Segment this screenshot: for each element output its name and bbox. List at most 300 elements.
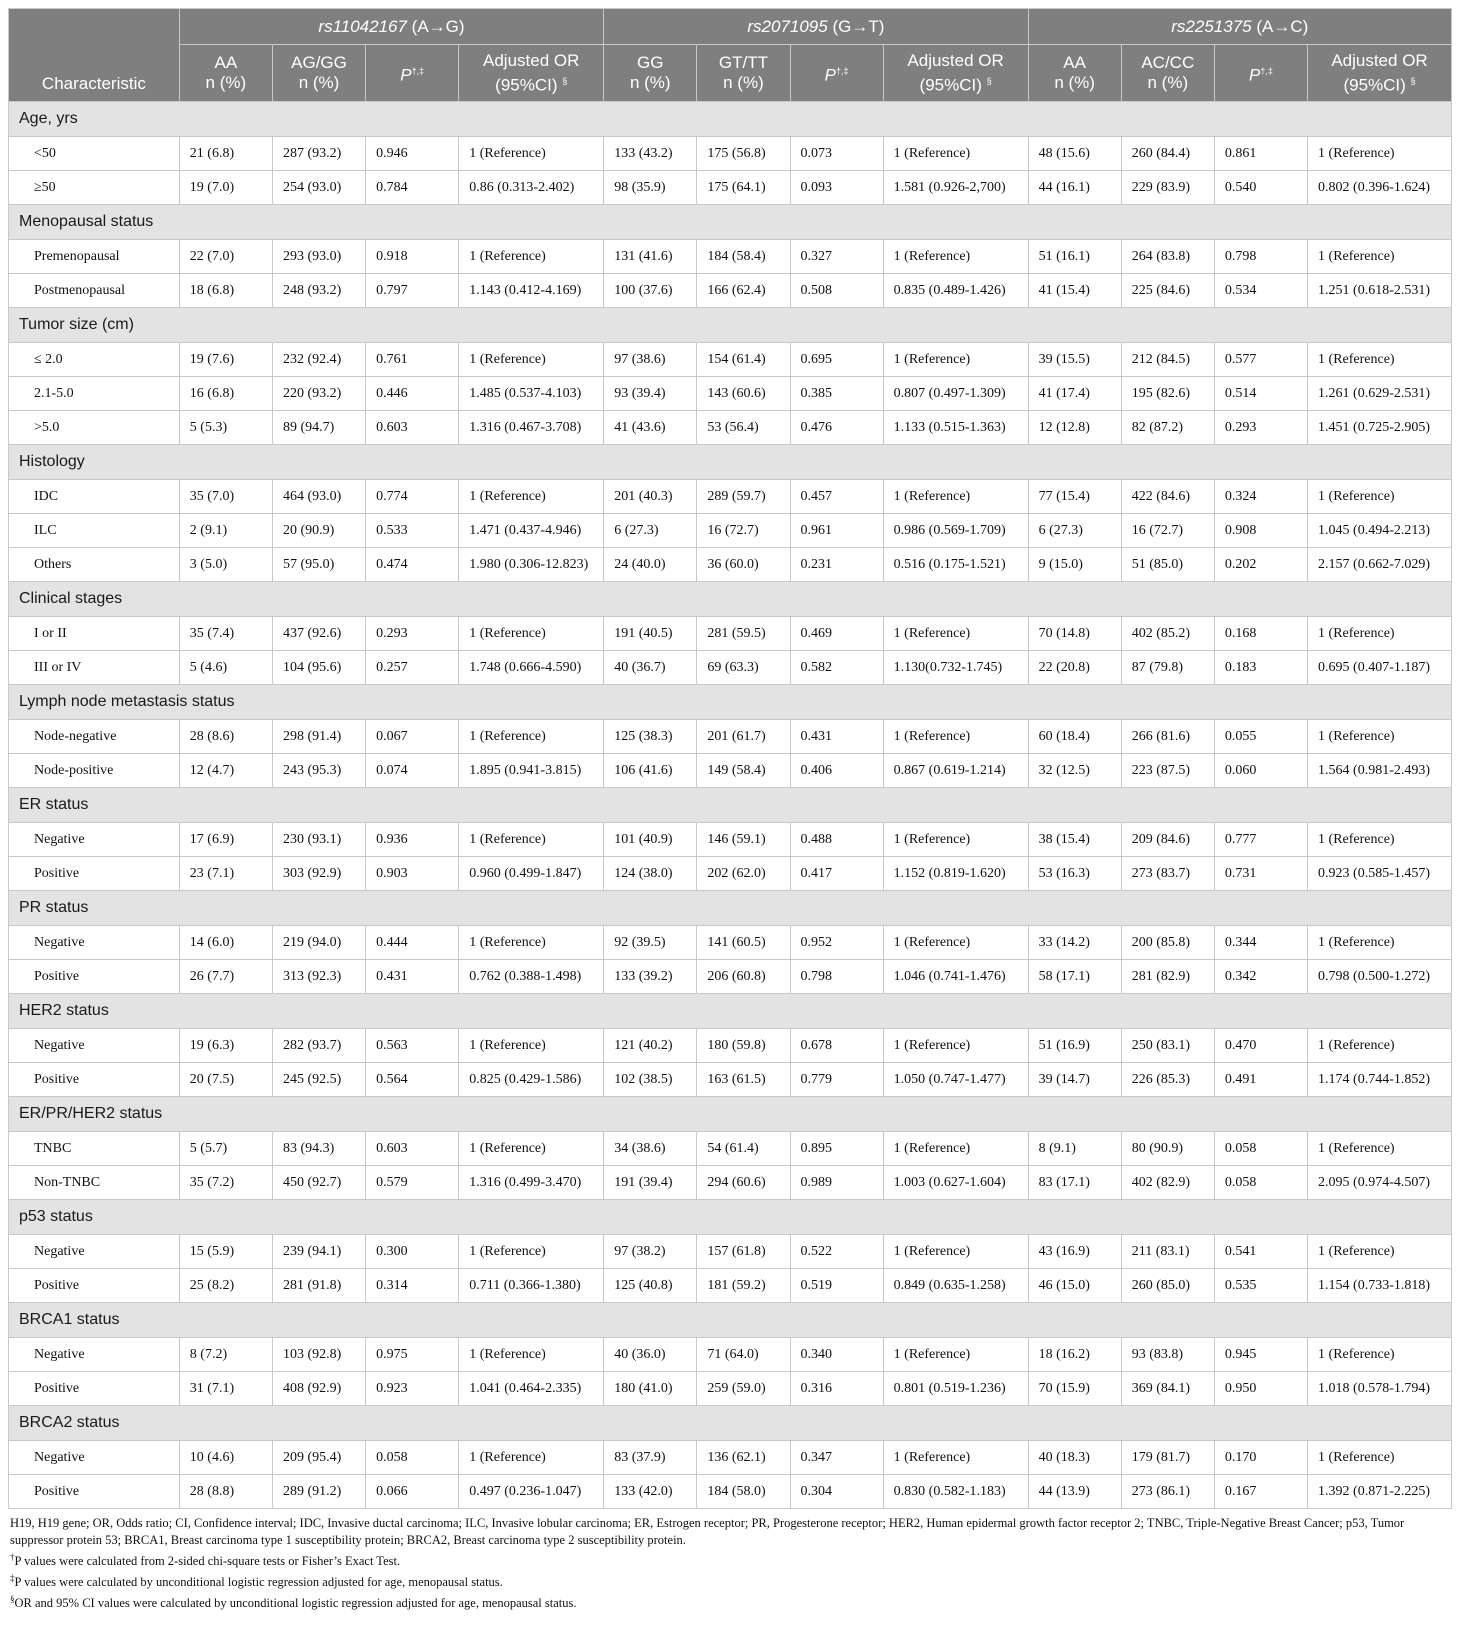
table-cell: 8 (7.2) xyxy=(179,1338,272,1372)
table-cell: 92 (39.5) xyxy=(604,926,697,960)
table-cell: 0.058 xyxy=(1214,1132,1307,1166)
table-cell: 18 (16.2) xyxy=(1028,1338,1121,1372)
table-cell: 1 (Reference) xyxy=(883,617,1028,651)
table-cell: 1 (Reference) xyxy=(459,1029,604,1063)
table-cell: 402 (85.2) xyxy=(1121,617,1214,651)
table-cell: 46 (15.0) xyxy=(1028,1269,1121,1303)
table-cell: 1 (Reference) xyxy=(459,720,604,754)
col-header-genotype-ref xyxy=(1028,45,1121,102)
table-cell: 0.603 xyxy=(366,411,459,445)
table-cell: 1 (Reference) xyxy=(883,137,1028,171)
table-cell: 133 (43.2) xyxy=(604,137,697,171)
section-title: Histology xyxy=(9,445,1452,480)
table-cell: 437 (92.6) xyxy=(272,617,365,651)
table-cell: 1 (Reference) xyxy=(883,823,1028,857)
table-cell: 1.152 (0.819-1.620) xyxy=(883,857,1028,891)
footnote-text: OR and 95% CI values were calculated by unconditional logistic regression adjusted for age, menopausal status. xyxy=(14,1596,577,1611)
table-cell: 250 (83.1) xyxy=(1121,1029,1214,1063)
table-cell: 1.130(0.732-1.745) xyxy=(883,651,1028,685)
table-cell: 133 (39.2) xyxy=(604,960,697,994)
table-cell: 100 (37.6) xyxy=(604,274,697,308)
table-cell: 1 (Reference) xyxy=(883,480,1028,514)
table-cell: 260 (84.4) xyxy=(1121,137,1214,171)
gene-id: rs2251375 xyxy=(1171,16,1252,36)
or-label: Adjusted OR xyxy=(483,50,580,70)
table-cell: 1 (Reference) xyxy=(459,1235,604,1269)
table-cell: 39 (15.5) xyxy=(1028,343,1121,377)
table-cell: 70 (14.8) xyxy=(1028,617,1121,651)
table-cell: 1.316 (0.467-3.708) xyxy=(459,411,604,445)
or-footnote-mark: § xyxy=(1410,75,1416,86)
table-cell: 0.474 xyxy=(366,548,459,582)
table-cell: 22 (7.0) xyxy=(179,240,272,274)
p-footnote-marks: †,‡ xyxy=(1260,65,1273,76)
row-label: ≤ 2.0 xyxy=(9,343,180,377)
table-cell: 0.779 xyxy=(790,1063,883,1097)
table-cell: 0.797 xyxy=(366,274,459,308)
table-cell: 41 (43.6) xyxy=(604,411,697,445)
table-cell: 22 (20.8) xyxy=(1028,651,1121,685)
table-row xyxy=(9,377,1452,411)
table-cell: 0.508 xyxy=(790,274,883,308)
section-header-row xyxy=(9,582,1452,617)
table-cell: 1.143 (0.412-4.169) xyxy=(459,274,604,308)
section-title: Menopausal status xyxy=(9,205,1452,240)
table-row xyxy=(9,617,1452,651)
row-label: Positive xyxy=(9,1269,180,1303)
table-cell: 0.801 (0.519-1.236) xyxy=(883,1372,1028,1406)
table-cell: 28 (8.8) xyxy=(179,1475,272,1509)
table-cell: 0.678 xyxy=(790,1029,883,1063)
table-cell: 0.522 xyxy=(790,1235,883,1269)
table-cell: 0.923 (0.585-1.457) xyxy=(1308,857,1452,891)
col-header-adjusted-or xyxy=(883,45,1028,102)
table-cell: 57 (95.0) xyxy=(272,548,365,582)
table-cell: 1.154 (0.733-1.818) xyxy=(1308,1269,1452,1303)
table-cell: 1 (Reference) xyxy=(1308,926,1452,960)
table-cell: 12 (4.7) xyxy=(179,754,272,788)
table-cell: 1.564 (0.981-2.493) xyxy=(1308,754,1452,788)
table-cell: 0.324 xyxy=(1214,480,1307,514)
table-cell: 1.261 (0.629-2.531) xyxy=(1308,377,1452,411)
table-cell: 83 (94.3) xyxy=(272,1132,365,1166)
table-cell: 287 (93.2) xyxy=(272,137,365,171)
table-cell: 1.581 (0.926-2,700) xyxy=(883,171,1028,205)
table-cell: 5 (5.3) xyxy=(179,411,272,445)
table-cell: 0.170 xyxy=(1214,1441,1307,1475)
table-cell: 281 (82.9) xyxy=(1121,960,1214,994)
table-row xyxy=(9,1063,1452,1097)
table-cell: 97 (38.2) xyxy=(604,1235,697,1269)
table-cell: 0.867 (0.619-1.214) xyxy=(883,754,1028,788)
table-cell: 226 (85.3) xyxy=(1121,1063,1214,1097)
table-cell: 10 (4.6) xyxy=(179,1441,272,1475)
table-cell: 103 (92.8) xyxy=(272,1338,365,1372)
ci-label: (95%CI) xyxy=(919,75,982,95)
table-cell: 212 (84.5) xyxy=(1121,343,1214,377)
table-cell: 0.093 xyxy=(790,171,883,205)
table-cell: 1.174 (0.744-1.852) xyxy=(1308,1063,1452,1097)
section-header-row xyxy=(9,891,1452,926)
section-header-row xyxy=(9,994,1452,1029)
table-cell: 20 (7.5) xyxy=(179,1063,272,1097)
table-cell: 0.535 xyxy=(1214,1269,1307,1303)
table-cell: 1 (Reference) xyxy=(883,1441,1028,1475)
genotype-label: AG/GG xyxy=(291,53,347,72)
section-header-row xyxy=(9,205,1452,240)
table-cell: 0.541 xyxy=(1214,1235,1307,1269)
table-cell: 133 (42.0) xyxy=(604,1475,697,1509)
table-cell: 0.385 xyxy=(790,377,883,411)
table-cell: 0.577 xyxy=(1214,343,1307,377)
table-cell: 5 (5.7) xyxy=(179,1132,272,1166)
table-cell: 131 (41.6) xyxy=(604,240,697,274)
table-row xyxy=(9,1475,1452,1509)
table-cell: 1 (Reference) xyxy=(883,1029,1028,1063)
table-cell: 136 (62.1) xyxy=(697,1441,790,1475)
table-cell: 33 (14.2) xyxy=(1028,926,1121,960)
row-label: III or IV xyxy=(9,651,180,685)
table-cell: 0.327 xyxy=(790,240,883,274)
table-cell: 146 (59.1) xyxy=(697,823,790,857)
table-cell: 1.251 (0.618-2.531) xyxy=(1308,274,1452,308)
table-cell: 1 (Reference) xyxy=(459,1441,604,1475)
table-cell: 180 (59.8) xyxy=(697,1029,790,1063)
footnote-dagger xyxy=(10,1549,1452,1570)
table-row xyxy=(9,240,1452,274)
table-row xyxy=(9,1372,1452,1406)
table-cell: 23 (7.1) xyxy=(179,857,272,891)
table-cell: 0.564 xyxy=(366,1063,459,1097)
table-cell: 60 (18.4) xyxy=(1028,720,1121,754)
table-cell: 16 (72.7) xyxy=(697,514,790,548)
table-cell: 179 (81.7) xyxy=(1121,1441,1214,1475)
characteristic-header xyxy=(9,9,180,102)
table-cell: 0.257 xyxy=(366,651,459,685)
table-cell: 83 (37.9) xyxy=(604,1441,697,1475)
table-cell: 0.945 xyxy=(1214,1338,1307,1372)
table-cell: 0.936 xyxy=(366,823,459,857)
count-label: n (%) xyxy=(205,73,247,92)
table-cell: 402 (82.9) xyxy=(1121,1166,1214,1200)
table-cell: 14 (6.0) xyxy=(179,926,272,960)
table-cell: 0.989 xyxy=(790,1166,883,1200)
table-cell: 0.774 xyxy=(366,480,459,514)
table-cell: 80 (90.9) xyxy=(1121,1132,1214,1166)
table-cell: 1 (Reference) xyxy=(459,137,604,171)
table-cell: 166 (62.4) xyxy=(697,274,790,308)
table-cell: 266 (81.6) xyxy=(1121,720,1214,754)
table-cell: 1.451 (0.725-2.905) xyxy=(1308,411,1452,445)
table-cell: 1 (Reference) xyxy=(1308,720,1452,754)
footnote-mark: § xyxy=(10,1594,15,1605)
table-row xyxy=(9,926,1452,960)
table-cell: 39 (14.7) xyxy=(1028,1063,1121,1097)
footnote-mark: ‡ xyxy=(10,1573,15,1584)
table-cell: 281 (91.8) xyxy=(272,1269,365,1303)
table-cell: 281 (59.5) xyxy=(697,617,790,651)
table-cell: 1 (Reference) xyxy=(459,240,604,274)
section-header-row xyxy=(9,1097,1452,1132)
table-row xyxy=(9,1235,1452,1269)
table-cell: 2 (9.1) xyxy=(179,514,272,548)
table-cell: 0.342 xyxy=(1214,960,1307,994)
table-cell: 0.830 (0.582-1.183) xyxy=(883,1475,1028,1509)
table-cell: 26 (7.7) xyxy=(179,960,272,994)
row-label: Non-TNBC xyxy=(9,1166,180,1200)
table-cell: 3 (5.0) xyxy=(179,548,272,582)
table-cell: 40 (36.7) xyxy=(604,651,697,685)
results-table xyxy=(8,8,1452,1509)
row-label: I or II xyxy=(9,617,180,651)
table-cell: 0.347 xyxy=(790,1441,883,1475)
table-cell: 51 (16.1) xyxy=(1028,240,1121,274)
section-header-row xyxy=(9,1303,1452,1338)
table-cell: 124 (38.0) xyxy=(604,857,697,891)
table-cell: 0.603 xyxy=(366,1132,459,1166)
table-cell: 0.563 xyxy=(366,1029,459,1063)
table-cell: 0.835 (0.489-1.426) xyxy=(883,274,1028,308)
table-row xyxy=(9,171,1452,205)
table-cell: 0.055 xyxy=(1214,720,1307,754)
count-label: n (%) xyxy=(1147,73,1189,92)
ci-label: (95%CI) xyxy=(495,75,558,95)
table-cell: 0.516 (0.175-1.521) xyxy=(883,548,1028,582)
group-header-rs2251375 xyxy=(1028,9,1451,45)
table-cell: 0.058 xyxy=(1214,1166,1307,1200)
table-cell: 209 (84.6) xyxy=(1121,823,1214,857)
table-row xyxy=(9,274,1452,308)
table-cell: 0.807 (0.497-1.309) xyxy=(883,377,1028,411)
table-cell: 77 (15.4) xyxy=(1028,480,1121,514)
table-cell: 230 (93.1) xyxy=(272,823,365,857)
table-cell: 0.231 xyxy=(790,548,883,582)
table-row xyxy=(9,720,1452,754)
table-cell: 1.046 (0.741-1.476) xyxy=(883,960,1028,994)
col-header-p-value xyxy=(790,45,883,102)
count-label: n (%) xyxy=(629,73,671,92)
table-cell: 157 (61.8) xyxy=(697,1235,790,1269)
table-cell: 93 (83.8) xyxy=(1121,1338,1214,1372)
table-row xyxy=(9,1269,1452,1303)
table-cell: 35 (7.4) xyxy=(179,617,272,651)
table-cell: 0.952 xyxy=(790,926,883,960)
table-cell: 0.923 xyxy=(366,1372,459,1406)
table-cell: 180 (41.0) xyxy=(604,1372,697,1406)
table-cell: 264 (83.8) xyxy=(1121,240,1214,274)
table-cell: 181 (59.2) xyxy=(697,1269,790,1303)
genotype-label: AC/CC xyxy=(1141,53,1195,72)
table-cell: 0.417 xyxy=(790,857,883,891)
table-cell: 289 (59.7) xyxy=(697,480,790,514)
table-cell: 0.340 xyxy=(790,1338,883,1372)
table-cell: 53 (56.4) xyxy=(697,411,790,445)
footnote-text: P values were calculated by unconditional logistic regression adjusted for age, menopausal status. xyxy=(14,1575,503,1590)
table-cell: 0.762 (0.388-1.498) xyxy=(459,960,604,994)
or-footnote-mark: § xyxy=(986,75,992,86)
table-cell: 1 (Reference) xyxy=(459,1338,604,1372)
row-label: Node-positive xyxy=(9,754,180,788)
table-cell: 121 (40.2) xyxy=(604,1029,697,1063)
table-cell: 1.392 (0.871-2.225) xyxy=(1308,1475,1452,1509)
table-cell: 35 (7.2) xyxy=(179,1166,272,1200)
table-footnotes xyxy=(8,1515,1452,1612)
table-cell: 58 (17.1) xyxy=(1028,960,1121,994)
table-cell: 0.344 xyxy=(1214,926,1307,960)
table-cell: 201 (61.7) xyxy=(697,720,790,754)
genotype-label: GG xyxy=(637,53,664,72)
table-cell: 0.798 xyxy=(790,960,883,994)
col-header-genotype-ref xyxy=(179,45,272,102)
table-cell: 202 (62.0) xyxy=(697,857,790,891)
section-title: ER/PR/HER2 status xyxy=(9,1097,1452,1132)
table-cell: 0.073 xyxy=(790,137,883,171)
table-cell: 20 (90.9) xyxy=(272,514,365,548)
count-label: n (%) xyxy=(723,73,764,92)
table-cell: 282 (93.7) xyxy=(272,1029,365,1063)
table-cell: 16 (72.7) xyxy=(1121,514,1214,548)
table-cell: 0.514 xyxy=(1214,377,1307,411)
or-label: Adjusted OR xyxy=(907,50,1004,70)
table-cell: 1 (Reference) xyxy=(459,617,604,651)
table-cell: 219 (94.0) xyxy=(272,926,365,960)
table-cell: 206 (60.8) xyxy=(697,960,790,994)
table-cell: 0.183 xyxy=(1214,651,1307,685)
row-label: Negative xyxy=(9,1235,180,1269)
table-row xyxy=(9,651,1452,685)
table-cell: 1.133 (0.515-1.363) xyxy=(883,411,1028,445)
count-label: n (%) xyxy=(1054,73,1095,92)
table-cell: 1 (Reference) xyxy=(459,343,604,377)
table-cell: 0.058 xyxy=(366,1441,459,1475)
gene-id: rs2071095 xyxy=(747,16,828,36)
table-figure xyxy=(8,8,1452,1612)
footnote-double-dagger xyxy=(10,1570,1452,1591)
p-footnote-marks: †,‡ xyxy=(835,65,849,76)
col-header-adjusted-or xyxy=(1308,45,1452,102)
table-cell: 0.304 xyxy=(790,1475,883,1509)
table-cell: 259 (59.0) xyxy=(697,1372,790,1406)
table-cell: 184 (58.0) xyxy=(697,1475,790,1509)
group-header-rs2071095 xyxy=(604,9,1028,45)
table-cell: 40 (18.3) xyxy=(1028,1441,1121,1475)
table-cell: 2.157 (0.662-7.029) xyxy=(1308,548,1452,582)
row-label: >5.0 xyxy=(9,411,180,445)
footnote-abbreviations: H19, H19 gene; OR, Odds ratio; CI, Confidence interval; IDC, Invasive ductal carcinoma; ILC, Invasive lobular carcinoma; ER, Estrogen receptor; PR, Progesterone receptor; HER2, Human epidermal growth factor receptor 2; TNBC, Triple-Negative Breast Cancer; p53, Tumor suppressor protein 53; BRCA1, Breast carcinoma type 1 susceptibility protein; BRCA2, Breast carcinoma type 2 susceptibility protein. xyxy=(10,1516,1405,1547)
table-row xyxy=(9,1029,1452,1063)
table-cell: 1 (Reference) xyxy=(883,720,1028,754)
section-header-row xyxy=(9,445,1452,480)
table-cell: 2.095 (0.974-4.507) xyxy=(1308,1166,1452,1200)
table-cell: 1.018 (0.578-1.794) xyxy=(1308,1372,1452,1406)
table-cell: 0.406 xyxy=(790,754,883,788)
table-cell: 464 (93.0) xyxy=(272,480,365,514)
row-label: IDC xyxy=(9,480,180,514)
table-cell: 0.446 xyxy=(366,377,459,411)
table-cell: 175 (64.1) xyxy=(697,171,790,205)
table-cell: 93 (39.4) xyxy=(604,377,697,411)
table-cell: 0.519 xyxy=(790,1269,883,1303)
or-label: Adjusted OR xyxy=(1331,50,1428,70)
table-cell: 0.457 xyxy=(790,480,883,514)
row-label: Postmenopausal xyxy=(9,274,180,308)
section-header-row xyxy=(9,1200,1452,1235)
table-cell: 0.849 (0.635-1.258) xyxy=(883,1269,1028,1303)
table-cell: 1 (Reference) xyxy=(1308,137,1452,171)
table-cell: 1 (Reference) xyxy=(1308,617,1452,651)
table-cell: 0.895 xyxy=(790,1132,883,1166)
table-cell: 1.471 (0.437-4.946) xyxy=(459,514,604,548)
row-label: <50 xyxy=(9,137,180,171)
table-cell: 0.431 xyxy=(790,720,883,754)
table-cell: 0.067 xyxy=(366,720,459,754)
table-cell: 6 (27.3) xyxy=(604,514,697,548)
table-cell: 293 (93.0) xyxy=(272,240,365,274)
table-cell: 0.582 xyxy=(790,651,883,685)
section-title: ER status xyxy=(9,788,1452,823)
group-header-rs11042167 xyxy=(179,9,603,45)
table-cell: 313 (92.3) xyxy=(272,960,365,994)
table-cell: 1.050 (0.747-1.477) xyxy=(883,1063,1028,1097)
table-cell: 422 (84.6) xyxy=(1121,480,1214,514)
table-cell: 298 (91.4) xyxy=(272,720,365,754)
table-cell: 209 (95.4) xyxy=(272,1441,365,1475)
table-cell: 0.074 xyxy=(366,754,459,788)
table-cell: 201 (40.3) xyxy=(604,480,697,514)
table-cell: 54 (61.4) xyxy=(697,1132,790,1166)
table-cell: 0.908 xyxy=(1214,514,1307,548)
table-cell: 191 (39.4) xyxy=(604,1166,697,1200)
table-cell: 16 (6.8) xyxy=(179,377,272,411)
table-cell: 1 (Reference) xyxy=(1308,1029,1452,1063)
table-cell: 211 (83.1) xyxy=(1121,1235,1214,1269)
section-header-row xyxy=(9,308,1452,343)
table-cell: 18 (6.8) xyxy=(179,274,272,308)
table-cell: 102 (38.5) xyxy=(604,1063,697,1097)
section-title: PR status xyxy=(9,891,1452,926)
table-cell: 34 (38.6) xyxy=(604,1132,697,1166)
table-cell: 21 (6.8) xyxy=(179,137,272,171)
table-cell: 40 (36.0) xyxy=(604,1338,697,1372)
table-cell: 17 (6.9) xyxy=(179,823,272,857)
table-cell: 0.825 (0.429-1.586) xyxy=(459,1063,604,1097)
section-title: Age, yrs xyxy=(9,102,1452,137)
table-row xyxy=(9,857,1452,891)
row-label: Others xyxy=(9,548,180,582)
table-cell: 19 (7.6) xyxy=(179,343,272,377)
table-cell: 5 (4.6) xyxy=(179,651,272,685)
table-cell: 1.041 (0.464-2.335) xyxy=(459,1372,604,1406)
table-row xyxy=(9,823,1452,857)
table-cell: 225 (84.6) xyxy=(1121,274,1214,308)
gene-id: rs11042167 xyxy=(318,16,407,36)
table-row xyxy=(9,1338,1452,1372)
table-cell: 0.731 xyxy=(1214,857,1307,891)
table-cell: 303 (92.9) xyxy=(272,857,365,891)
table-cell: 19 (6.3) xyxy=(179,1029,272,1063)
p-footnote-marks: †,‡ xyxy=(411,65,425,76)
table-cell: 36 (60.0) xyxy=(697,548,790,582)
table-cell: 0.469 xyxy=(790,617,883,651)
table-cell: 104 (95.6) xyxy=(272,651,365,685)
allele-change: (A→C) xyxy=(1251,16,1309,36)
row-label: Negative xyxy=(9,926,180,960)
table-cell: 273 (86.1) xyxy=(1121,1475,1214,1509)
table-cell: 89 (94.7) xyxy=(272,411,365,445)
table-cell: 289 (91.2) xyxy=(272,1475,365,1509)
row-label: Premenopausal xyxy=(9,240,180,274)
p-label: P xyxy=(824,65,836,85)
